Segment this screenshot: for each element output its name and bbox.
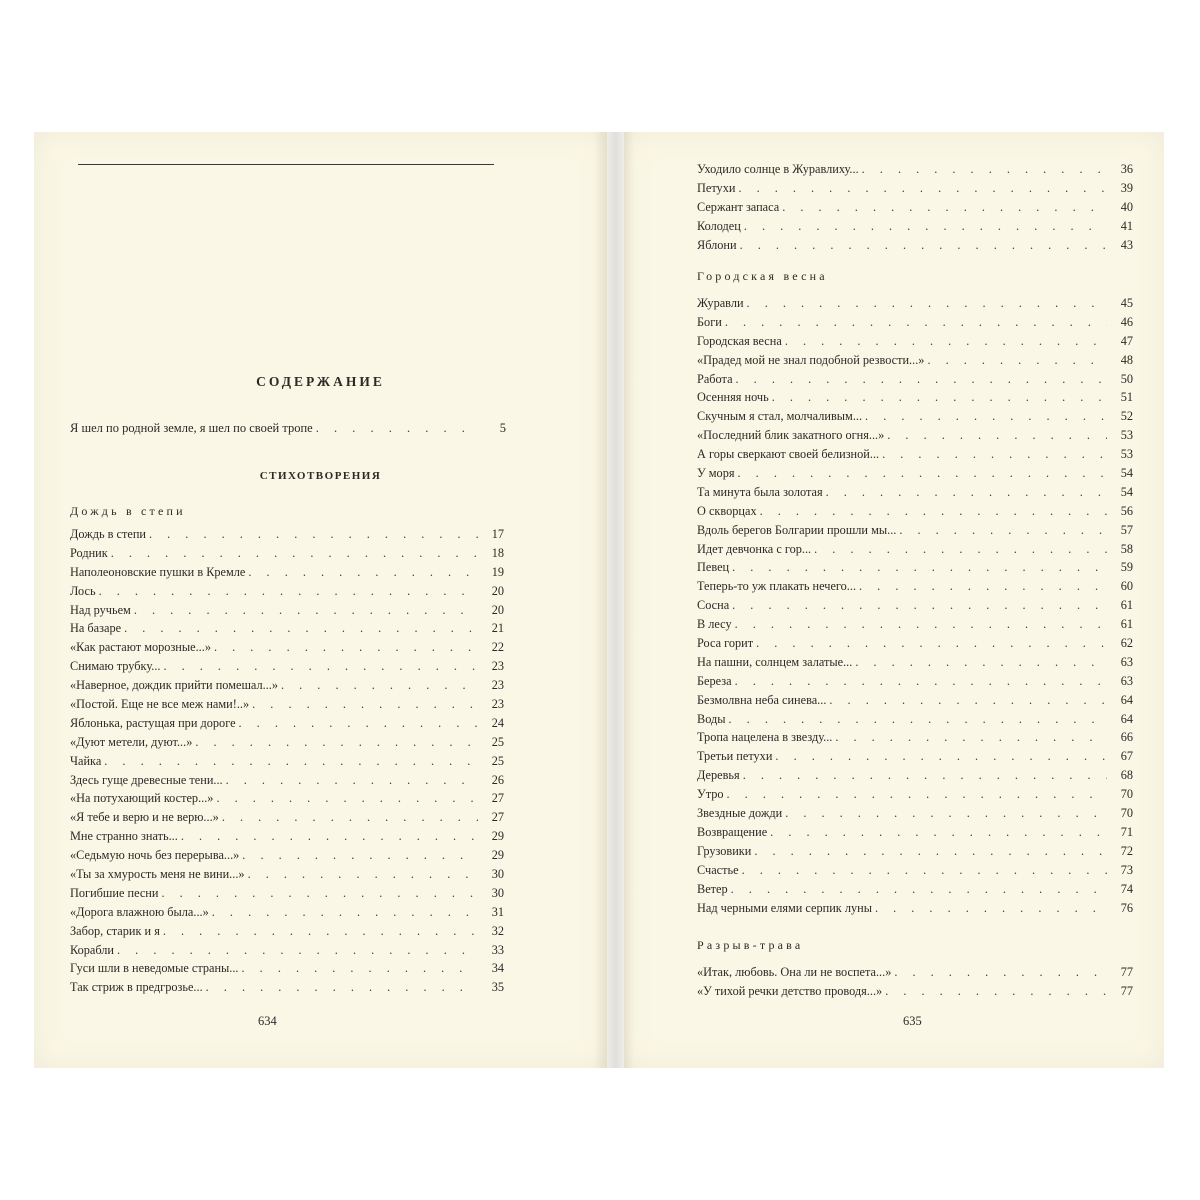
toc-entry-page: 25 bbox=[491, 753, 504, 768]
toc-entry bbox=[697, 712, 1133, 731]
leader-dots bbox=[899, 523, 1107, 538]
intro-entry bbox=[70, 421, 506, 439]
toc-entry bbox=[70, 924, 504, 943]
right-toc-list-mid bbox=[697, 296, 1133, 919]
toc-entry-title: «Седьмую ночь без перерыва...» bbox=[70, 848, 240, 863]
toc-entry-page: 30 bbox=[491, 867, 504, 882]
toc-entry-title: О скворцах bbox=[697, 503, 757, 518]
toc-entry-page: 51 bbox=[1120, 390, 1133, 405]
toc-entry bbox=[697, 749, 1133, 768]
top-rule bbox=[78, 164, 494, 165]
leader-dots bbox=[875, 901, 1107, 916]
toc-entry-page: 70 bbox=[1120, 787, 1133, 802]
toc-entry-title: «Как растают морозные...» bbox=[70, 640, 211, 655]
toc-entry bbox=[697, 965, 1133, 984]
toc-entry bbox=[697, 636, 1133, 655]
toc-entry bbox=[697, 542, 1133, 561]
toc-entry-title: «Я тебе и верю и не верю...» bbox=[70, 810, 219, 825]
leader-dots bbox=[744, 219, 1107, 234]
toc-entry bbox=[70, 980, 504, 999]
toc-entry-page: 23 bbox=[491, 659, 504, 674]
toc-entry bbox=[697, 238, 1133, 257]
toc-entry-page: 53 bbox=[1120, 428, 1133, 443]
toc-entry-page: 18 bbox=[491, 545, 504, 560]
toc-entry bbox=[70, 829, 504, 848]
toc-entry-title: Журавли bbox=[697, 296, 744, 310]
leader-dots bbox=[738, 181, 1107, 196]
toc-entry-page: 47 bbox=[1120, 333, 1133, 348]
leader-dots bbox=[124, 621, 478, 636]
toc-entry-page: 20 bbox=[491, 602, 504, 617]
toc-entry-page: 64 bbox=[1120, 692, 1133, 707]
toc-entry bbox=[697, 466, 1133, 485]
leader-dots bbox=[242, 848, 478, 863]
book-gutter bbox=[594, 132, 634, 1068]
toc-entry-title: «Дуют метели, дуют...» bbox=[70, 734, 193, 749]
toc-entry-title: Береза bbox=[697, 673, 732, 688]
toc-entry-title: Вдоль берегов Болгарии прошли мы... bbox=[697, 522, 897, 537]
toc-entry-page: 48 bbox=[1120, 352, 1133, 367]
toc-entry bbox=[697, 882, 1133, 901]
leader-dots bbox=[117, 943, 478, 958]
toc-entry-title: Воды bbox=[697, 711, 726, 726]
leader-dots bbox=[756, 636, 1107, 651]
toc-entry bbox=[70, 735, 504, 754]
intro-page: 5 bbox=[499, 421, 506, 435]
leader-dots bbox=[161, 886, 478, 901]
toc-entry bbox=[697, 844, 1133, 863]
toc-entry-page: 57 bbox=[1120, 522, 1133, 537]
group-title-rain-in-steppe: Дождь в степи bbox=[70, 504, 186, 518]
leader-dots bbox=[859, 579, 1107, 594]
toc-entry bbox=[697, 693, 1133, 712]
toc-entry-title: На пашни, солнцем залатые... bbox=[697, 654, 853, 669]
toc-entry bbox=[70, 527, 504, 546]
toc-entry-page: 30 bbox=[491, 885, 504, 900]
toc-entry bbox=[697, 485, 1133, 504]
toc-entry bbox=[697, 219, 1133, 238]
toc-entry-title: Боги bbox=[697, 314, 722, 329]
leader-dots bbox=[738, 466, 1107, 481]
right-toc-list-bottom bbox=[697, 965, 1133, 1003]
leader-dots bbox=[885, 984, 1107, 999]
contents-heading: СОДЕРЖАНИЕ bbox=[256, 374, 385, 389]
toc-entry-page: 20 bbox=[491, 583, 504, 598]
toc-entry-page: 60 bbox=[1120, 579, 1133, 594]
toc-entry-page: 23 bbox=[491, 697, 504, 712]
toc-entry-title: Грузовики bbox=[697, 843, 752, 858]
leader-dots bbox=[736, 372, 1107, 387]
toc-entry-title: Яблони bbox=[697, 237, 737, 252]
toc-entry-page: 54 bbox=[1120, 484, 1133, 499]
toc-entry-title: «Итак, любовь. Она ли не воспета...» bbox=[697, 965, 892, 979]
toc-entry-page: 50 bbox=[1120, 371, 1133, 386]
leader-dots bbox=[252, 697, 478, 712]
toc-entry bbox=[70, 603, 504, 622]
leader-dots bbox=[134, 603, 478, 618]
toc-entry bbox=[70, 565, 504, 584]
toc-entry bbox=[70, 659, 504, 678]
toc-entry-title: Так стриж в предгрозье... bbox=[70, 980, 203, 995]
intro-title: Я шел по родной земле, я шел по своей тропе bbox=[70, 421, 313, 435]
toc-entry-page: 61 bbox=[1120, 617, 1133, 632]
toc-entry-title: «Ты за хмурость меня не вини...» bbox=[70, 867, 245, 882]
toc-entry-page: 64 bbox=[1120, 711, 1133, 726]
leader-dots bbox=[242, 961, 478, 976]
toc-entry-page: 63 bbox=[1120, 654, 1133, 669]
toc-entry bbox=[70, 867, 504, 886]
toc-entry bbox=[70, 621, 504, 640]
toc-entry-title: «Дорога влажною была...» bbox=[70, 904, 209, 919]
toc-entry-page: 46 bbox=[1120, 314, 1133, 329]
toc-entry-page: 76 bbox=[1120, 900, 1133, 915]
toc-entry bbox=[697, 353, 1133, 372]
toc-entry bbox=[697, 181, 1133, 200]
leader-dots bbox=[195, 735, 478, 750]
toc-entry bbox=[697, 390, 1133, 409]
toc-entry-title: Утро bbox=[697, 787, 724, 802]
toc-entry-page: 32 bbox=[491, 923, 504, 938]
toc-entry bbox=[70, 810, 504, 829]
leader-dots bbox=[149, 527, 478, 542]
leader-dots bbox=[735, 617, 1107, 632]
toc-entry-page: 74 bbox=[1120, 881, 1133, 896]
toc-entry-title: Безмолвна неба синева... bbox=[697, 692, 827, 707]
toc-entry-title: Роса горит bbox=[697, 636, 754, 651]
toc-entry-page: 22 bbox=[491, 640, 504, 655]
toc-entry-page: 24 bbox=[491, 715, 504, 730]
toc-entry bbox=[70, 754, 504, 773]
leader-dots bbox=[732, 598, 1107, 613]
toc-entry bbox=[697, 617, 1133, 636]
leader-dots bbox=[163, 924, 478, 939]
toc-entry-title: Осенняя ночь bbox=[697, 390, 769, 405]
toc-entry bbox=[697, 655, 1133, 674]
toc-entry-title: Счастье bbox=[697, 862, 739, 877]
toc-entry-page: 27 bbox=[491, 810, 504, 825]
leader-dots bbox=[760, 504, 1107, 519]
leader-dots bbox=[894, 965, 1107, 980]
toc-entry bbox=[697, 768, 1133, 787]
leader-dots bbox=[727, 787, 1107, 802]
toc-entry-page: 62 bbox=[1120, 636, 1133, 651]
toc-entry-page: 29 bbox=[491, 829, 504, 844]
toc-entry-page: 56 bbox=[1120, 503, 1133, 518]
toc-entry-title: Ветер bbox=[697, 881, 728, 896]
toc-entry-page: 21 bbox=[491, 621, 504, 636]
toc-entry-page: 72 bbox=[1120, 843, 1133, 858]
toc-entry-page: 68 bbox=[1120, 768, 1133, 783]
leader-dots bbox=[206, 980, 478, 995]
toc-entry-title: Забор, старик и я bbox=[70, 923, 160, 938]
leader-dots bbox=[782, 200, 1107, 215]
toc-entry-title: Скучным я стал, молчаливым... bbox=[697, 409, 863, 424]
toc-entry-page: 67 bbox=[1120, 749, 1133, 764]
toc-entry-page: 53 bbox=[1120, 447, 1133, 462]
toc-entry bbox=[697, 579, 1133, 598]
leader-dots bbox=[222, 810, 478, 825]
leader-dots bbox=[729, 712, 1107, 727]
toc-entry-title: Корабли bbox=[70, 942, 115, 957]
toc-entry-page: 23 bbox=[491, 678, 504, 693]
leader-dots bbox=[725, 315, 1107, 330]
leader-dots bbox=[104, 754, 478, 769]
toc-entry-title: Колодец bbox=[697, 218, 741, 233]
leader-dots bbox=[785, 334, 1107, 349]
toc-entry-title: У моря bbox=[697, 466, 735, 481]
leader-dots bbox=[865, 409, 1107, 424]
leader-dots bbox=[181, 829, 478, 844]
leader-dots bbox=[226, 773, 478, 788]
toc-entry-title: Деревья bbox=[697, 768, 740, 783]
toc-entry-page: 77 bbox=[1120, 965, 1133, 979]
leader-dots bbox=[212, 905, 478, 920]
toc-entry bbox=[697, 901, 1133, 920]
toc-entry-page: 54 bbox=[1120, 466, 1133, 481]
toc-entry bbox=[697, 447, 1133, 466]
toc-entry bbox=[697, 334, 1133, 353]
toc-entry-page: 41 bbox=[1120, 218, 1133, 233]
toc-entry bbox=[697, 674, 1133, 693]
toc-entry-page: 27 bbox=[491, 791, 504, 806]
toc-entry-page: 63 bbox=[1120, 673, 1133, 688]
toc-entry-title: Тропа нацелена в звезду... bbox=[697, 730, 833, 745]
toc-entry-title: Петухи bbox=[697, 180, 736, 195]
toc-entry-page: 17 bbox=[491, 527, 504, 541]
toc-entry bbox=[697, 523, 1133, 542]
toc-entry-page: 73 bbox=[1120, 862, 1133, 877]
toc-entry-page: 45 bbox=[1120, 296, 1133, 310]
right-toc-list-top bbox=[697, 162, 1133, 256]
toc-entry-title: Погибшие песни bbox=[70, 885, 159, 900]
toc-entry bbox=[70, 697, 504, 716]
page-number-left: 634 bbox=[258, 1014, 277, 1028]
toc-entry bbox=[70, 773, 504, 792]
toc-entry-title: Сосна bbox=[697, 598, 730, 613]
toc-entry-page: 26 bbox=[491, 772, 504, 787]
toc-entry-title: Мне странно знать... bbox=[70, 829, 178, 844]
toc-entry-title: «Наверное, дождик прийти помешал...» bbox=[70, 678, 278, 693]
toc-entry bbox=[70, 791, 504, 810]
leader-dots bbox=[731, 882, 1107, 897]
leader-dots bbox=[747, 296, 1107, 311]
leader-dots bbox=[316, 421, 480, 436]
toc-entry-title: Гуси шли в неведомые страны... bbox=[70, 961, 239, 976]
toc-entry bbox=[697, 372, 1133, 391]
leader-dots bbox=[862, 162, 1107, 177]
toc-entry bbox=[697, 787, 1133, 806]
toc-entry bbox=[70, 886, 504, 905]
leader-dots bbox=[281, 678, 478, 693]
toc-entry-title: Певец bbox=[697, 560, 730, 575]
toc-entry bbox=[697, 428, 1133, 447]
toc-entry-page: 31 bbox=[491, 904, 504, 919]
toc-entry bbox=[70, 848, 504, 867]
toc-entry-title: Наполеоновские пушки в Кремле bbox=[70, 564, 246, 579]
toc-entry-page: 19 bbox=[491, 564, 504, 579]
toc-entry-title: Снимаю трубку... bbox=[70, 659, 161, 674]
toc-entry-title: Городская весна bbox=[697, 333, 782, 348]
toc-entry bbox=[697, 504, 1133, 523]
toc-entry-title: Идет девчонка с гор... bbox=[697, 541, 812, 556]
toc-entry bbox=[70, 678, 504, 697]
leader-dots bbox=[732, 560, 1107, 575]
toc-entry-page: 25 bbox=[491, 734, 504, 749]
toc-entry-title: «Последний блик закатного огня...» bbox=[697, 428, 885, 443]
toc-entry-title: «Постой. Еще не все меж нами!..» bbox=[70, 697, 250, 712]
group-title-city-spring: Городская весна bbox=[697, 269, 828, 283]
toc-entry-page: 52 bbox=[1120, 409, 1133, 424]
toc-entry-title: Дождь в степи bbox=[70, 527, 146, 541]
toc-entry-page: 40 bbox=[1120, 199, 1133, 214]
toc-entry bbox=[697, 296, 1133, 315]
toc-entry-page: 58 bbox=[1120, 541, 1133, 556]
toc-entry-title: Здесь гуще древесные тени... bbox=[70, 772, 223, 787]
leader-dots bbox=[826, 485, 1107, 500]
toc-entry-title: «Прадед мой не знал подобной резвости...» bbox=[697, 352, 925, 367]
toc-entry-page: 77 bbox=[1120, 983, 1133, 998]
toc-entry-title: На базаре bbox=[70, 621, 122, 636]
leader-dots bbox=[214, 640, 478, 655]
leader-dots bbox=[248, 867, 478, 882]
toc-entry bbox=[697, 200, 1133, 219]
toc-entry-title: Лось bbox=[70, 583, 96, 598]
leader-dots bbox=[743, 768, 1107, 783]
toc-entry-page: 29 bbox=[491, 848, 504, 863]
toc-entry-title: «У тихой речки детство проводя...» bbox=[697, 983, 883, 998]
toc-entry-title: А горы сверкают своей белизной... bbox=[697, 447, 880, 462]
leader-dots bbox=[740, 238, 1107, 253]
leader-dots bbox=[887, 428, 1107, 443]
toc-entry-page: 33 bbox=[491, 942, 504, 957]
toc-entry-page: 34 bbox=[491, 961, 504, 976]
leader-dots bbox=[770, 825, 1107, 840]
leader-dots bbox=[829, 693, 1107, 708]
leader-dots bbox=[772, 390, 1107, 405]
toc-entry-page: 43 bbox=[1120, 237, 1133, 252]
leader-dots bbox=[785, 806, 1107, 821]
toc-entry bbox=[70, 584, 504, 603]
toc-entry bbox=[70, 546, 504, 565]
toc-entry bbox=[70, 961, 504, 980]
toc-entry-page: 71 bbox=[1120, 824, 1133, 839]
toc-entry-title: Чайка bbox=[70, 753, 102, 768]
leader-dots bbox=[239, 716, 478, 731]
toc-entry-title: Яблонька, растущая при дороге bbox=[70, 715, 236, 730]
toc-entry bbox=[697, 825, 1133, 844]
toc-entry bbox=[697, 162, 1133, 181]
toc-entry bbox=[697, 560, 1133, 579]
leader-dots bbox=[742, 863, 1107, 878]
toc-entry bbox=[697, 315, 1133, 334]
toc-entry-page: 59 bbox=[1120, 560, 1133, 575]
toc-entry bbox=[70, 943, 504, 962]
leader-dots bbox=[927, 353, 1107, 368]
leader-dots bbox=[754, 844, 1107, 859]
leader-dots bbox=[835, 730, 1107, 745]
leader-dots bbox=[775, 749, 1107, 764]
toc-entry-title: Теперь-то уж плакать нечего... bbox=[697, 579, 857, 594]
toc-entry-title: Та минута была золотая bbox=[697, 484, 823, 499]
toc-entry bbox=[70, 640, 504, 659]
toc-entry-page: 61 bbox=[1120, 598, 1133, 613]
toc-entry bbox=[697, 863, 1133, 882]
leader-dots bbox=[735, 674, 1107, 689]
toc-entry-page: 36 bbox=[1120, 162, 1133, 176]
toc-entry-title: Работа bbox=[697, 371, 733, 386]
leader-dots bbox=[814, 542, 1107, 557]
group-title-razryv-trava: Разрыв-трава bbox=[697, 938, 804, 952]
toc-entry bbox=[697, 409, 1133, 428]
toc-entry bbox=[70, 716, 504, 735]
toc-entry-page: 66 bbox=[1120, 730, 1133, 745]
leader-dots bbox=[111, 546, 478, 561]
left-toc-list bbox=[70, 527, 504, 999]
leader-dots bbox=[248, 565, 478, 580]
toc-entry-title: Третьи петухи bbox=[697, 749, 773, 764]
toc-entry bbox=[697, 806, 1133, 825]
toc-entry-title: Уходило солнце в Журавлиху... bbox=[697, 162, 859, 176]
toc-entry-title: Возвращение bbox=[697, 824, 768, 839]
leader-dots bbox=[882, 447, 1107, 462]
leader-dots bbox=[99, 584, 478, 599]
toc-entry bbox=[697, 598, 1133, 617]
toc-entry bbox=[70, 905, 504, 924]
toc-entry-page: 70 bbox=[1120, 806, 1133, 821]
toc-entry-title: Родник bbox=[70, 545, 108, 560]
toc-entry-title: В лесу bbox=[697, 617, 732, 632]
toc-entry-title: Сержант запаса bbox=[697, 199, 780, 214]
leader-dots bbox=[855, 655, 1107, 670]
toc-entry-title: «На потухающий костер...» bbox=[70, 791, 214, 806]
toc-entry-page: 39 bbox=[1120, 180, 1133, 195]
toc-entry-page: 35 bbox=[491, 980, 504, 995]
toc-entry-title: Над черными елями серпик луны bbox=[697, 900, 872, 915]
toc-entry bbox=[697, 984, 1133, 1003]
page-number-right: 635 bbox=[903, 1014, 922, 1028]
toc-entry-title: Над ручьем bbox=[70, 602, 131, 617]
leader-dots bbox=[216, 791, 478, 806]
leader-dots bbox=[163, 659, 478, 674]
toc-entry bbox=[697, 730, 1133, 749]
section-title-poems: СТИХОТВОРЕНИЯ bbox=[259, 470, 382, 482]
toc-entry-title: Звездные дожди bbox=[697, 806, 783, 821]
